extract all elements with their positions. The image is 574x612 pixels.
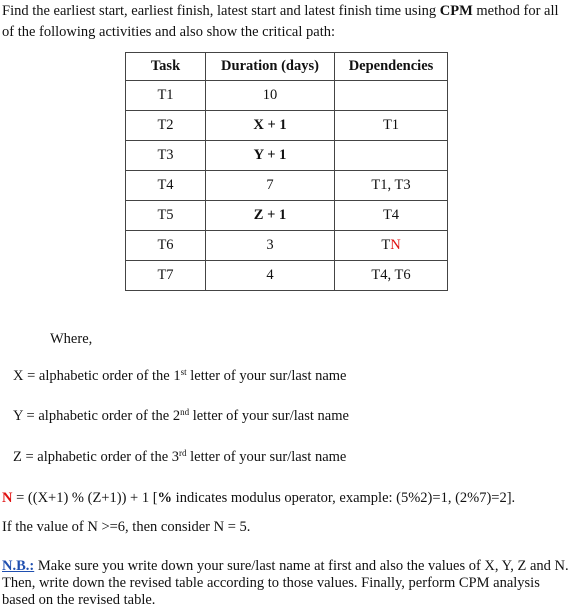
table-header-row bbox=[126, 53, 448, 81]
formula-bracket: [ bbox=[152, 490, 158, 506]
instructions-bold-cpm: CPM bbox=[439, 3, 473, 19]
instructions-text-end: method for all of the following activities and also show the critical path: bbox=[2, 3, 559, 40]
table-row bbox=[126, 111, 448, 141]
cell-task: T7 bbox=[126, 261, 206, 291]
note-text: Make sure you write down your sure/last name at first and also the values of X, Y, Z and N. Then, write down the revised table according to those values. Finally, perform CPM analysis based on the revised table. bbox=[2, 558, 569, 608]
cell-duration: 10 bbox=[206, 81, 335, 111]
cell-duration: Y + 1 bbox=[206, 141, 335, 171]
definition-text: X = alphabetic order of the 1 bbox=[13, 368, 181, 384]
ordinal-suffix: st bbox=[180, 367, 187, 377]
definition-text: letter of your sur/last name bbox=[186, 449, 347, 465]
definition-text: Z = alphabetic order of the 3 bbox=[13, 449, 179, 465]
definition-text: letter of your sur/last name bbox=[186, 368, 347, 384]
formula-expression: = ((X+1) % (Z+1)) + 1 bbox=[12, 490, 153, 506]
cell-dependencies bbox=[335, 81, 448, 111]
cell-dependencies: T4, T6 bbox=[335, 261, 448, 291]
definition-z bbox=[13, 449, 346, 466]
dependency-prefix: T bbox=[381, 237, 391, 253]
definition-x bbox=[13, 368, 347, 385]
activities-table bbox=[125, 52, 448, 291]
cell-task: T2 bbox=[126, 111, 206, 141]
table-row bbox=[126, 81, 448, 111]
definition-y bbox=[13, 408, 349, 425]
table-row bbox=[126, 261, 448, 291]
cell-dependencies bbox=[335, 231, 448, 261]
table-row bbox=[126, 201, 448, 231]
n-condition: If the value of N >=6, then consider N = 5. bbox=[2, 519, 251, 535]
cell-task: T6 bbox=[126, 231, 206, 261]
cell-task: T5 bbox=[126, 201, 206, 231]
note-paragraph bbox=[2, 558, 574, 609]
cell-duration: 7 bbox=[206, 171, 335, 201]
header-dependencies: Dependencies bbox=[335, 53, 448, 81]
table-row bbox=[126, 141, 448, 171]
ordinal-suffix: rd bbox=[179, 448, 187, 458]
cell-dependencies bbox=[335, 141, 448, 171]
header-task: Task bbox=[126, 53, 206, 81]
header-duration: Duration (days) bbox=[206, 53, 335, 81]
instructions-text-start: Find the earliest start, earliest finish, latest start and latest finish time using bbox=[2, 3, 440, 19]
where-label: Where, bbox=[50, 331, 93, 347]
definition-text: letter of your sur/last name bbox=[189, 408, 349, 424]
formula-explanation: indicates modulus operator, example: (5%2)=1, (2%7)=2]. bbox=[172, 490, 516, 506]
n-formula bbox=[2, 490, 515, 507]
cell-dependencies: T1, T3 bbox=[335, 171, 448, 201]
ordinal-suffix: nd bbox=[180, 407, 190, 417]
instructions-paragraph bbox=[2, 1, 572, 43]
cell-task: T3 bbox=[126, 141, 206, 171]
cell-dependencies: T4 bbox=[335, 201, 448, 231]
formula-variable-n: N bbox=[2, 490, 13, 506]
cell-dependencies: T1 bbox=[335, 111, 448, 141]
cell-duration: 3 bbox=[206, 231, 335, 261]
cell-duration: Z + 1 bbox=[206, 201, 335, 231]
cell-task: T4 bbox=[126, 171, 206, 201]
formula-modulus-symbol: % bbox=[157, 490, 173, 506]
table-row bbox=[126, 231, 448, 261]
note-label: N.B.: bbox=[2, 558, 35, 574]
cell-duration: 4 bbox=[206, 261, 335, 291]
dependency-variable-n: N bbox=[390, 237, 401, 253]
definition-text: Y = alphabetic order of the 2 bbox=[13, 408, 181, 424]
table-row bbox=[126, 171, 448, 201]
cell-duration: X + 1 bbox=[206, 111, 335, 141]
cell-task: T1 bbox=[126, 81, 206, 111]
